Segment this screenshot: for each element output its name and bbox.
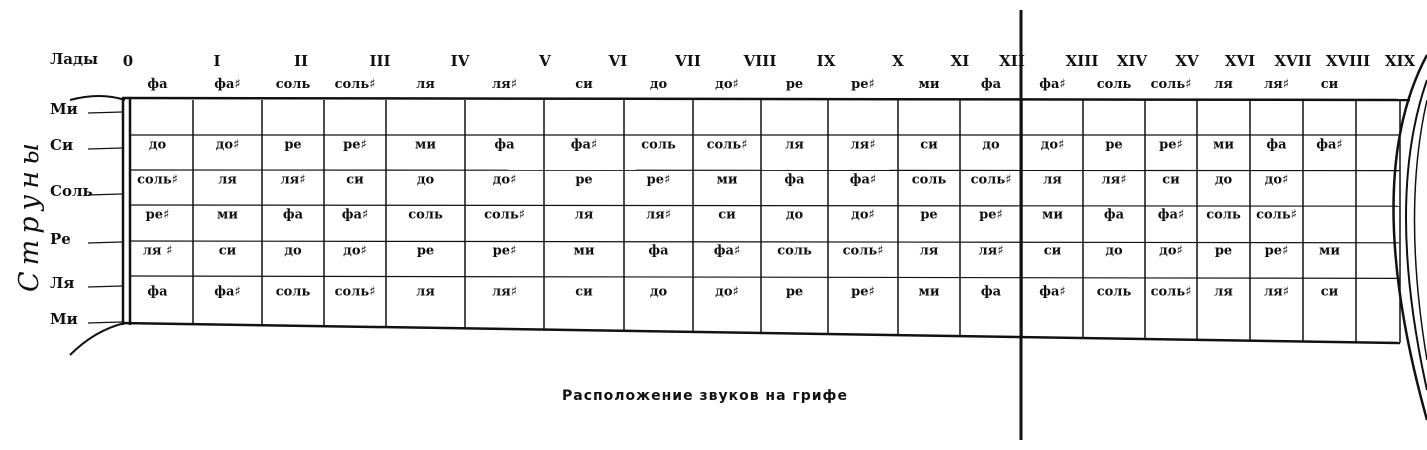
- note-cell: фа: [980, 284, 1002, 299]
- open-string-note: соль: [275, 77, 311, 92]
- note-cell: соль: [777, 243, 812, 258]
- open-string-note: фа♯: [214, 77, 241, 92]
- open-string-note: фа♯: [1039, 77, 1066, 92]
- note-cell: ля: [218, 172, 237, 187]
- note-cell: соль♯: [334, 284, 376, 299]
- note-cell: до: [785, 207, 804, 223]
- note-cell: до: [649, 284, 668, 299]
- diagram-caption: Расположение звуков на грифе: [562, 388, 848, 404]
- string-line: [130, 170, 1400, 171]
- note-cell: фа♯: [570, 137, 598, 152]
- note-cell: ре: [1214, 243, 1233, 258]
- open-string-note: си: [575, 77, 593, 92]
- fret-number: VIII: [743, 52, 777, 70]
- note-cell: фа: [1103, 207, 1125, 223]
- note-cell: ля♯: [491, 284, 518, 299]
- note-cell: до♯: [215, 137, 240, 152]
- note-cell: фа: [648, 243, 669, 258]
- string-tick: [88, 322, 122, 323]
- note-cell: си: [575, 284, 593, 299]
- open-string-note: ре: [785, 77, 804, 92]
- note-cell: фа: [784, 172, 805, 187]
- note-cell: до: [416, 172, 435, 187]
- fret-number: I: [213, 52, 221, 70]
- fret-number: II: [293, 52, 309, 70]
- note-cell: ля♯: [1101, 172, 1127, 187]
- fret-number: X: [892, 52, 904, 70]
- note-cell: ре♯: [1264, 243, 1289, 258]
- string-tick: [88, 194, 122, 195]
- fret-number: VI: [608, 52, 628, 70]
- fret-number: IV: [450, 52, 470, 70]
- note-cell: фа: [147, 284, 168, 299]
- open-string-note: фа: [980, 77, 1002, 92]
- note-cell: соль: [911, 172, 947, 187]
- string-tick: [88, 286, 122, 287]
- open-string-note: ми: [918, 77, 940, 92]
- note-cell: фа♯: [1039, 284, 1066, 299]
- note-cell: ми: [217, 207, 238, 223]
- note-cell: ми: [573, 243, 595, 258]
- note-cell: си: [718, 207, 736, 223]
- open-string-note: ре♯: [851, 77, 875, 92]
- fret-number: IX: [816, 52, 836, 70]
- open-string-note: соль: [1096, 77, 1132, 92]
- open-string-note: до♯: [715, 77, 739, 92]
- note-cell: фа♯: [1157, 207, 1185, 223]
- note-cell: соль♯: [706, 137, 748, 152]
- open-string-note: до: [649, 77, 668, 92]
- fret-number: 0: [122, 52, 134, 70]
- note-cell: ля♯: [280, 172, 306, 187]
- open-string-note: соль♯: [334, 77, 376, 92]
- note-cell: ля: [785, 137, 804, 152]
- note-cell: фа♯: [214, 284, 241, 299]
- note-cell: соль: [641, 137, 676, 152]
- note-cell: ми: [1319, 243, 1340, 258]
- open-string-note: ля♯: [491, 77, 518, 92]
- fretboard-top-edge: [122, 98, 1410, 100]
- string-name: Ми: [50, 100, 78, 118]
- note-cell: до♯: [343, 243, 367, 258]
- string-tick: [88, 148, 122, 149]
- string-line: [130, 241, 1400, 243]
- open-string-note: ля: [416, 77, 435, 92]
- note-cell: си: [1162, 172, 1180, 187]
- note-cell: фа: [494, 137, 515, 152]
- string-name: Ми: [50, 310, 78, 328]
- note-cell: ля ♯: [142, 243, 173, 258]
- note-cell: ля: [574, 207, 594, 223]
- note-cell: си: [1043, 243, 1062, 258]
- note-cell: до♯: [851, 207, 875, 223]
- string-line: [130, 276, 1400, 278]
- string-name: Си: [50, 136, 74, 154]
- fret-number: XIV: [1116, 52, 1148, 70]
- note-cell: ре♯: [343, 137, 367, 152]
- string-tick: [88, 242, 122, 243]
- note-cell: соль♯: [137, 172, 178, 187]
- note-cell: ми: [415, 137, 436, 152]
- string-line: [130, 205, 1400, 206]
- strings-title: Струны: [14, 137, 45, 292]
- open-string-note: соль♯: [1150, 77, 1192, 92]
- note-cell: ля♯: [850, 137, 876, 152]
- note-cell: до♯: [1040, 137, 1065, 152]
- note-cell: си: [218, 243, 237, 258]
- fret-number: XI: [950, 52, 970, 70]
- open-string-note: си: [1320, 77, 1339, 92]
- note-cell: ре♯: [1159, 137, 1183, 152]
- string-tick: [88, 112, 122, 113]
- fret-number: XVII: [1274, 52, 1312, 70]
- note-cell: ля: [919, 243, 939, 258]
- note-cell: ре: [920, 207, 938, 223]
- note-cell: ре♯: [979, 207, 1003, 223]
- note-cell: ля: [1043, 172, 1062, 187]
- note-cell: ми: [918, 284, 940, 299]
- note-cell: си: [920, 137, 938, 152]
- note-cell: соль: [1096, 284, 1132, 299]
- guitar-body-curve: [1415, 100, 1427, 360]
- note-cell: фа♯: [713, 243, 741, 258]
- note-cell: фа: [1266, 137, 1287, 152]
- open-string-note: ля♯: [1263, 77, 1290, 92]
- note-cell: ля♯: [978, 243, 1004, 258]
- note-cell: ре♯: [492, 243, 517, 258]
- note-cell: соль♯: [970, 172, 1012, 187]
- note-cell: до: [284, 243, 302, 258]
- headstock-curve: [70, 96, 125, 100]
- note-cell: соль: [275, 284, 311, 299]
- note-cell: до: [982, 137, 1000, 152]
- fret-number: VII: [675, 52, 701, 70]
- open-string-note: фа: [147, 77, 168, 92]
- headstock-curve: [70, 323, 125, 355]
- fret-number: XVI: [1224, 52, 1256, 70]
- note-cell: до♯: [1264, 172, 1289, 187]
- note-cell: фа♯: [1316, 137, 1343, 152]
- note-cell: ля: [416, 284, 435, 299]
- note-cell: фа: [282, 207, 304, 223]
- note-cell: соль: [1206, 207, 1241, 223]
- string-name: Соль: [50, 182, 93, 200]
- note-cell: ля♯: [645, 207, 672, 223]
- note-cell: ре♯: [646, 172, 671, 187]
- fret-number: III: [369, 52, 391, 70]
- note-cell: ля: [1214, 284, 1233, 299]
- note-cell: ре: [416, 243, 435, 258]
- note-cell: соль: [408, 207, 443, 223]
- fret-number: XIX: [1384, 52, 1416, 70]
- fret-number: XIII: [1065, 52, 1099, 70]
- fret-number: V: [539, 52, 551, 70]
- note-cell: соль♯: [1150, 284, 1192, 299]
- note-cell: до: [1214, 172, 1233, 187]
- note-cell: до♯: [1159, 243, 1183, 258]
- note-cell: ре: [1105, 137, 1123, 152]
- note-cell: ре: [785, 284, 804, 299]
- note-cell: соль♯: [842, 243, 884, 258]
- fret-number: XII: [999, 52, 1025, 70]
- note-cell: ля♯: [1263, 284, 1290, 299]
- note-cell: ми: [716, 172, 738, 187]
- note-cell: до♯: [715, 284, 739, 299]
- frets-label: Лады: [50, 50, 99, 68]
- note-cell: ре: [284, 137, 302, 152]
- note-cell: фа♯: [341, 207, 369, 223]
- note-cell: фа♯: [849, 172, 877, 187]
- note-cell: соль♯: [1256, 207, 1297, 223]
- note-cell: соль♯: [484, 207, 525, 223]
- note-cell: до: [148, 137, 167, 152]
- fret-number: XVIII: [1325, 52, 1371, 70]
- note-cell: до: [1105, 243, 1123, 258]
- note-cell: ре: [575, 172, 593, 187]
- note-cell: до♯: [492, 172, 517, 187]
- fret-number: XV: [1175, 52, 1199, 70]
- open-string-note: ля: [1214, 77, 1233, 92]
- note-cell: ре♯: [145, 207, 170, 223]
- string-name: Ля: [50, 274, 75, 292]
- string-name: Ре: [50, 230, 71, 248]
- note-cell: си: [1320, 284, 1339, 299]
- note-cell: ре♯: [851, 284, 875, 299]
- note-cell: ми: [1042, 207, 1063, 223]
- note-cell: ми: [1213, 137, 1234, 152]
- note-cell: си: [346, 172, 364, 187]
